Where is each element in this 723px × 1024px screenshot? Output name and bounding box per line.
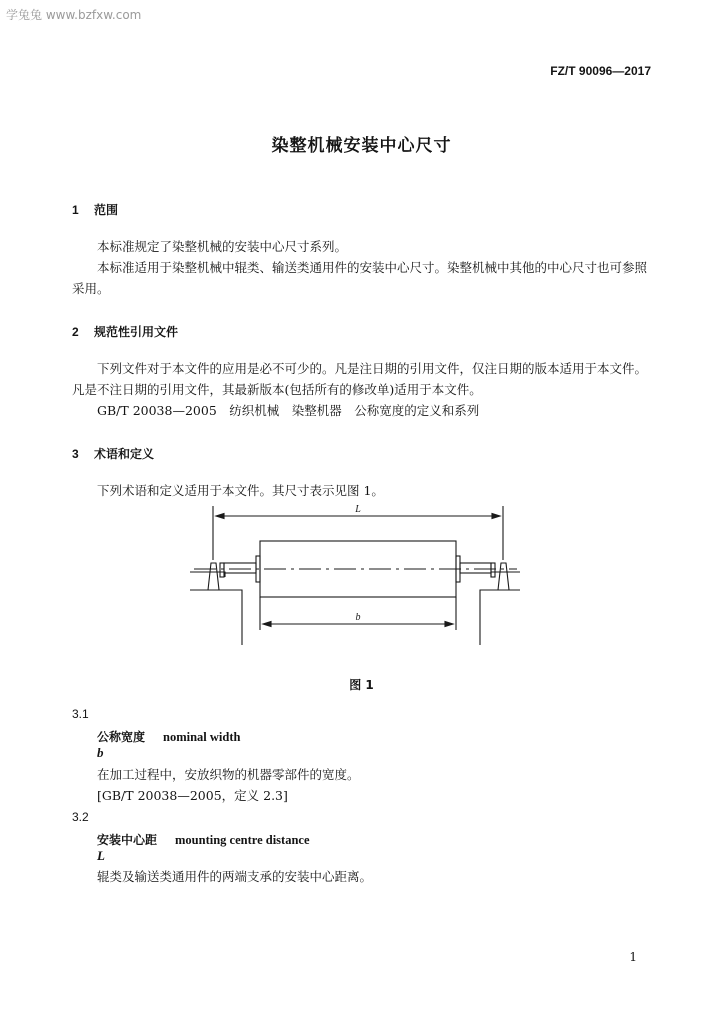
term-3-1-number: 3.1 <box>72 707 89 721</box>
dimension-b-arrow-left <box>263 622 271 627</box>
right-bearing-cap <box>491 563 495 577</box>
term-3-1-symbol: b <box>97 745 104 760</box>
left-shaft <box>224 563 256 573</box>
right-bearing-support <box>498 563 509 590</box>
frame-right-bottom <box>480 590 520 645</box>
normative-reference: GB/T 20038—2005 纺织机械 染整机器 公称宽度的定义和系列 <box>97 403 480 418</box>
roller-body <box>260 541 456 597</box>
section-3-paragraph: 下列术语和定义适用于本文件。其尺寸表示见图 1。 <box>97 483 384 498</box>
section-1-heading <box>72 201 118 218</box>
term-english: nominal width <box>163 730 241 744</box>
watermark: 学兔兔 www.bzfxw.com <box>6 8 142 22</box>
roller-dimension-figure <box>190 498 520 650</box>
term-3-2-definition: 辊类及输送类通用件的两端支承的安装中心距离。 <box>97 869 373 884</box>
document-title: 染整机械安装中心尺寸 <box>271 136 452 156</box>
figure-caption: 图 1 <box>349 678 374 692</box>
dimension-b-arrow-right <box>445 622 453 627</box>
section-title: 规范性引用文件 <box>94 325 179 339</box>
term-3-2-symbol: L <box>97 848 105 863</box>
standard-number: FZ/T 90096—2017 <box>550 64 651 78</box>
section-2-paragraph: 下列文件对于本文件的应用是必不可少的。凡是注日期的引用文件，仅注日期的版本适用于本文件。凡是不注日期的引用文件，其最新版本(包括所有的修改单)适用于本文件。 <box>72 361 648 397</box>
frame-left-bottom <box>190 590 242 645</box>
dimension-L-label: L <box>355 504 361 515</box>
term-english: mounting centre distance <box>175 833 310 847</box>
section-number: 2 <box>72 325 79 339</box>
section-3-heading <box>72 445 154 462</box>
section-2-heading <box>72 323 178 340</box>
right-shaft <box>460 563 491 573</box>
section-1-paragraph-1: 本标准规定了染整机械的安装中心尺寸系列。 <box>97 239 348 254</box>
dimension-b-label: b <box>355 612 361 623</box>
term-3-2-name <box>97 829 310 848</box>
page-number: 1 <box>629 950 637 964</box>
term-3-1-name <box>97 726 240 745</box>
term-3-1-source: [GB/T 20038—2005，定义 2.3] <box>97 788 288 803</box>
dimension-L-arrow-right <box>492 514 500 519</box>
section-title: 范围 <box>94 203 119 217</box>
dimension-L-arrow-left <box>216 514 224 519</box>
left-bearing-cap <box>220 563 224 577</box>
section-number: 3 <box>72 447 79 461</box>
term-3-2-number: 3.2 <box>72 810 89 824</box>
term-3-1-definition: 在加工过程中，安放织物的机器零部件的宽度。 <box>97 767 360 782</box>
section-title: 术语和定义 <box>94 447 155 461</box>
term-chinese: 安装中心距 <box>97 833 158 847</box>
section-1-paragraph-2: 本标准适用于染整机械中辊类、输送类通用件的安装中心尺寸。染整机械中其他的中心尺寸也可参照采用。 <box>72 260 648 296</box>
section-number: 1 <box>72 203 79 217</box>
term-chinese: 公称宽度 <box>97 730 146 744</box>
left-bearing-support <box>208 563 219 590</box>
